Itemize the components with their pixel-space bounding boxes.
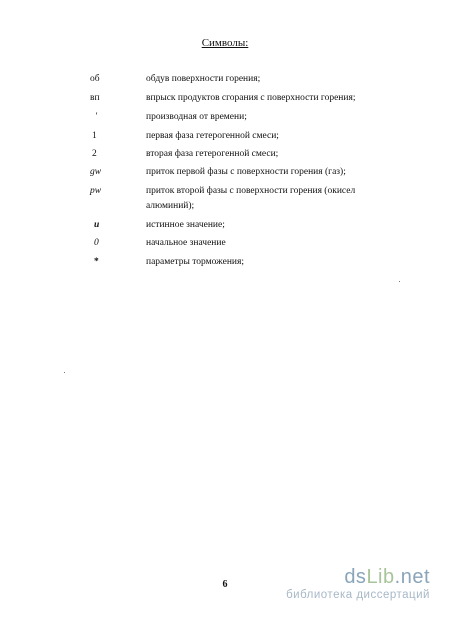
scan-speck (399, 281, 400, 282)
symbol-description: производная от времени; (146, 112, 247, 122)
page-number: 6 (222, 579, 228, 590)
symbol: u (94, 220, 100, 230)
symbol: gw (90, 167, 102, 177)
symbol-description: параметры торможения; (146, 257, 245, 267)
symbol: вп (90, 93, 100, 103)
symbol-description: истинное значение; (146, 220, 225, 230)
symbol: 0 (94, 238, 99, 248)
symbol-description: вторая фаза гетерогенной смеси; (146, 149, 279, 159)
symbol-description: начальное значение (146, 238, 226, 248)
symbol: 2 (92, 149, 97, 159)
symbol: 1 (92, 131, 97, 141)
watermark-logo: dsLib.net (344, 566, 430, 588)
watermark (286, 566, 430, 602)
symbol-description: обдув поверхности горения; (146, 74, 261, 84)
symbol-description: приток первой фазы с поверхности горения (газ); (146, 167, 346, 177)
symbol-description: приток второй фазы с поверхности горения (окисел (146, 186, 356, 196)
scan-speck (64, 372, 65, 373)
symbol-description: впрыск продуктов сгорания с поверхности горения; (146, 93, 356, 103)
symbol: об (90, 74, 100, 84)
symbol: ′ (95, 112, 98, 122)
page-title: Символы: (201, 37, 249, 49)
symbol: pw (90, 186, 102, 196)
symbol-description: первая фаза гетерогенной смеси; (146, 131, 279, 141)
symbol: * (94, 257, 99, 267)
symbol-description-continuation: алюминий); (146, 201, 195, 211)
watermark-tagline: библиотека диссертаций (286, 589, 430, 601)
